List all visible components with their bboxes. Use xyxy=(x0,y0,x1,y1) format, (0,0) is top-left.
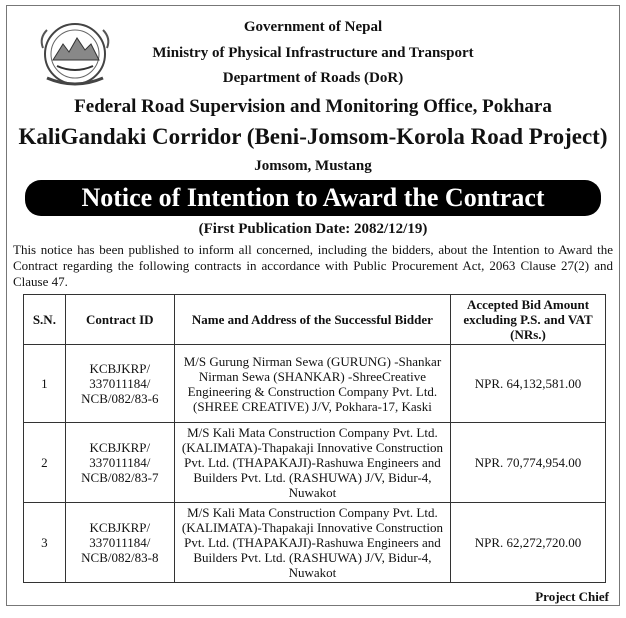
header-government: Government of Nepal xyxy=(243,19,383,35)
row-bidder: M/S Gurung Nirman Sewa (GURUNG) -Shankar Nirman Sewa (SHANKAR) -ShreeCreative Engineering & Construction Company Pvt. Ltd. (SHREE CREATIVE) J/V, Pokhara-17, Kaski xyxy=(174,345,450,423)
header-project: KaliGandaki Corridor (Beni-Jomsom-Korola Road Project) xyxy=(18,124,608,149)
table-header-row xyxy=(24,295,606,345)
row-amount: NPR. 62,272,720.00 xyxy=(451,503,606,583)
header-office: Federal Road Supervision and Monitoring Office, Pokhara xyxy=(74,96,552,117)
notice-title-banner: Notice of Intention to Award the Contract xyxy=(25,180,601,216)
header-location: Jomsom, Mustang xyxy=(254,158,372,174)
table-row xyxy=(24,503,606,583)
signer-title: Project Chief xyxy=(535,589,609,604)
table-row xyxy=(24,345,606,423)
row-sn: 1 xyxy=(24,345,66,423)
row-amount: NPR. 70,774,954.00 xyxy=(451,423,606,503)
row-contract-id: KCBJKRP/ 337011184/ NCB/082/83-8 xyxy=(65,503,174,583)
row-bidder: M/S Kali Mata Construction Company Pvt. Ltd. (KALIMATA)-Thapakaji Innovative Construction Pvt. Ltd. (THAPAKAJI)-Rashuwa Engineers and Builders Pvt. Ltd. (RASHUWA) J/V, Bidur-4, Nuwakot xyxy=(174,423,450,503)
col-bidder-header: Name and Address of the Successful Bidder xyxy=(174,295,450,345)
header-department: Department of Roads (DoR) xyxy=(222,70,404,86)
header-ministry: Ministry of Physical Infrastructure and Transport xyxy=(152,45,474,61)
row-amount: NPR. 64,132,581.00 xyxy=(451,345,606,423)
publication-date: (First Publication Date: 2082/12/19) xyxy=(198,221,428,237)
col-contract-id-header: Contract ID xyxy=(65,295,174,345)
contracts-table xyxy=(23,294,606,583)
col-amount-header: Accepted Bid Amount excluding P.S. and VAT (NRs.) xyxy=(451,295,606,345)
row-bidder: M/S Kali Mata Construction Company Pvt. Ltd. (KALIMATA)-Thapakaji Innovative Construction Pvt. Ltd. (THAPAKAJI)-Rashuwa Engineers and Builders Pvt. Ltd. (RASHUWA) J/V, Bidur-4, Nuwakot xyxy=(174,503,450,583)
row-sn: 3 xyxy=(24,503,66,583)
notice-page xyxy=(6,5,620,606)
row-contract-id: KCBJKRP/ 337011184/ NCB/082/83-6 xyxy=(65,345,174,423)
row-sn: 2 xyxy=(24,423,66,503)
intro-paragraph: This notice has been published to inform all concerned, including the bidders, about the Intention to Award the Contract regarding the following contracts in accordance with Public Procurement Act, 2063 Clause 27(2) and Clause 47. xyxy=(13,242,613,289)
row-contract-id: KCBJKRP/ 337011184/ NCB/082/83-7 xyxy=(65,423,174,503)
table-row xyxy=(24,423,606,503)
col-sn-header: S.N. xyxy=(24,295,66,345)
